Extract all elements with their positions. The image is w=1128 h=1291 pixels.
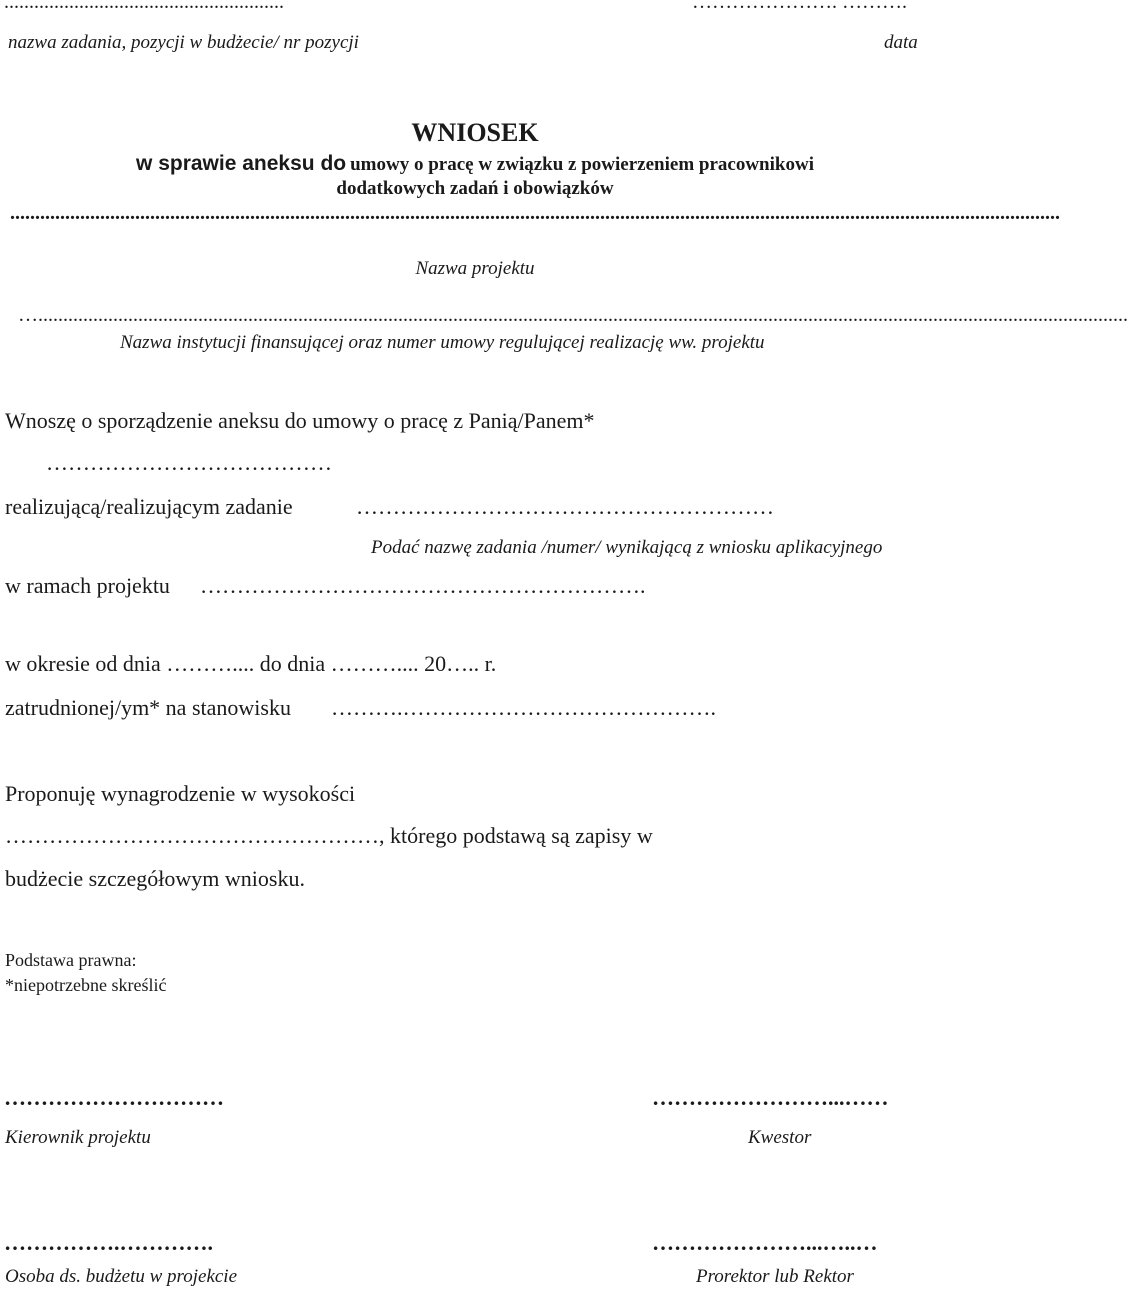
salary-rest: , którego podstawą są zapisy w <box>379 823 653 848</box>
signature-dots-kierownik: ………………………… <box>4 1085 224 1110</box>
salary-dots: …………………………………………… <box>5 823 379 848</box>
employee-name-dots: ………………………………… <box>46 450 332 475</box>
title-subtitle-line1 <box>0 152 950 176</box>
signature-label-budget: Osoba ds. budżetu w projekcie <box>5 1266 238 1287</box>
title-underline-dots: .................................................................................................................................................................................................................. <box>10 202 1060 224</box>
signature-dots-budget: …………….…………. <box>4 1230 213 1255</box>
institution-caption: Nazwa instytucji finansującej oraz numer umowy regulującej realizację ww. projektu <box>120 332 765 353</box>
position-label: zatrudnionej/ym* na stanowisku <box>5 695 291 720</box>
project-name-caption: Nazwa projektu <box>415 258 535 279</box>
title-rest-part: umowy o pracę w związku z powierzeniem pracownikowi <box>350 154 814 175</box>
signature-label-rector: Prorektor lub Rektor <box>696 1266 854 1287</box>
task-dots: ………………………………………………… <box>356 494 774 519</box>
salary-amount-line <box>5 823 653 849</box>
task-name-dots: ........................................................ <box>4 0 284 13</box>
signature-dots-rector: …………………...…..… <box>652 1230 878 1255</box>
salary-line3: budżecie szczegółowym wniosku. <box>5 866 305 891</box>
signature-label-kierownik: Kierownik projektu <box>5 1127 151 1148</box>
salary-line: Proponuję wynagrodzenie w wysokości <box>5 781 356 806</box>
project-dots: ……………………………………………………. <box>200 573 646 598</box>
date-caption: data <box>884 32 918 53</box>
signature-label-kwestor: Kwestor <box>748 1127 812 1148</box>
title-bold-part: w sprawie aneksu do <box>136 152 347 175</box>
task-caption: Podać nazwę zadania /numer/ wynikającą z wniosku aplikacyjnego <box>371 537 883 558</box>
task-label: realizującą/realizującym zadanie <box>5 494 293 519</box>
period-line: w okresie od dnia ……….... do dnia ……….... 20….. r. <box>5 651 497 676</box>
date-dots: …………………. ………. <box>692 0 907 13</box>
signature-dots-kwestor: ……………………...…… <box>652 1085 889 1110</box>
request-line: Wnoszę o sporządzenie aneksu do umowy o pracę z Panią/Panem* <box>5 408 595 433</box>
legal-basis: Podstawa prawna: <box>5 950 137 970</box>
document-title: WNIOSEK <box>411 118 539 147</box>
position-dots: ……….……………………………………. <box>331 695 716 720</box>
title-subtitle-line2: dodatkowych zadań i obowiązków <box>336 178 614 199</box>
institution-dots: ….......................................................................................................................................................................................................................... <box>18 304 1128 326</box>
task-name-caption: nazwa zadania, pozycji w budżecie/ nr pozycji <box>8 32 359 53</box>
strike-note: *niepotrzebne skreślić <box>5 975 167 995</box>
project-label: w ramach projektu <box>5 573 170 598</box>
